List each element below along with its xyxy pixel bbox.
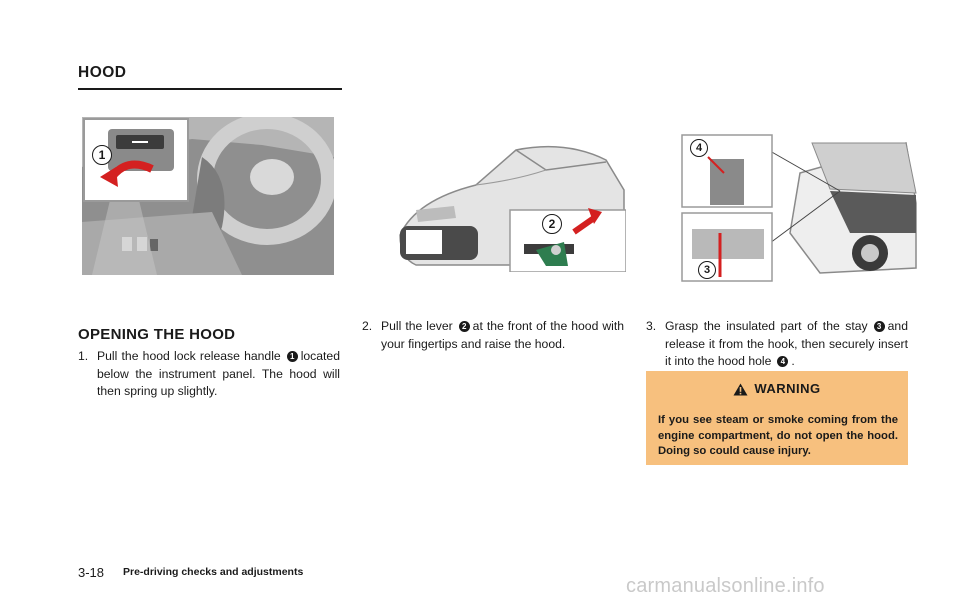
watermark: carmanualsonline.info — [626, 575, 825, 597]
step-number: 3. — [646, 319, 657, 333]
page-number: 3-18 — [78, 565, 105, 580]
callout-1-marker: 1 — [92, 145, 112, 165]
illustration-front-lever — [396, 140, 626, 272]
callout-3: 3 — [874, 321, 885, 332]
callout-1: 1 — [287, 351, 298, 362]
warning-heading — [646, 381, 908, 396]
warning-heading-text: WARNING — [754, 381, 821, 396]
section-divider — [78, 88, 342, 90]
warning-box — [646, 371, 908, 465]
warning-text: If you see steam or smoke coming from the engine compartment, do not open the hood. Doing so could cause injury. — [658, 414, 898, 457]
callout-2: 2 — [459, 321, 470, 332]
illustration-hood-stay — [680, 133, 918, 283]
chapter-title: Pre-driving checks and adjustments — [123, 566, 304, 578]
step-number: 2. — [362, 319, 373, 333]
warning-triangle-icon — [733, 383, 748, 396]
step-2 — [362, 318, 624, 353]
callout-2-marker: 2 — [542, 214, 562, 234]
step-3 — [646, 318, 908, 371]
section-title: HOOD — [78, 64, 127, 81]
step-number: 1. — [78, 349, 89, 363]
step-text: Grasp the insulated part of the stay 3 and release it from the hook, then securely insert it into the hood hole 4 . — [665, 319, 908, 368]
step-text: Pull the hood lock release handle 1 located below the instrument panel. The hood will then spring up slightly. — [97, 349, 340, 398]
illustration-hood-release — [82, 117, 334, 275]
callout-4: 4 — [777, 356, 788, 367]
callout-3-marker: 3 — [698, 261, 716, 279]
step-text: Pull the lever 2 at the front of the hood with your fingertips and raise the hood. — [381, 319, 625, 351]
subsection-title: OPENING THE HOOD — [78, 326, 236, 343]
callout-4-marker: 4 — [690, 139, 708, 157]
step-1 — [78, 348, 340, 401]
